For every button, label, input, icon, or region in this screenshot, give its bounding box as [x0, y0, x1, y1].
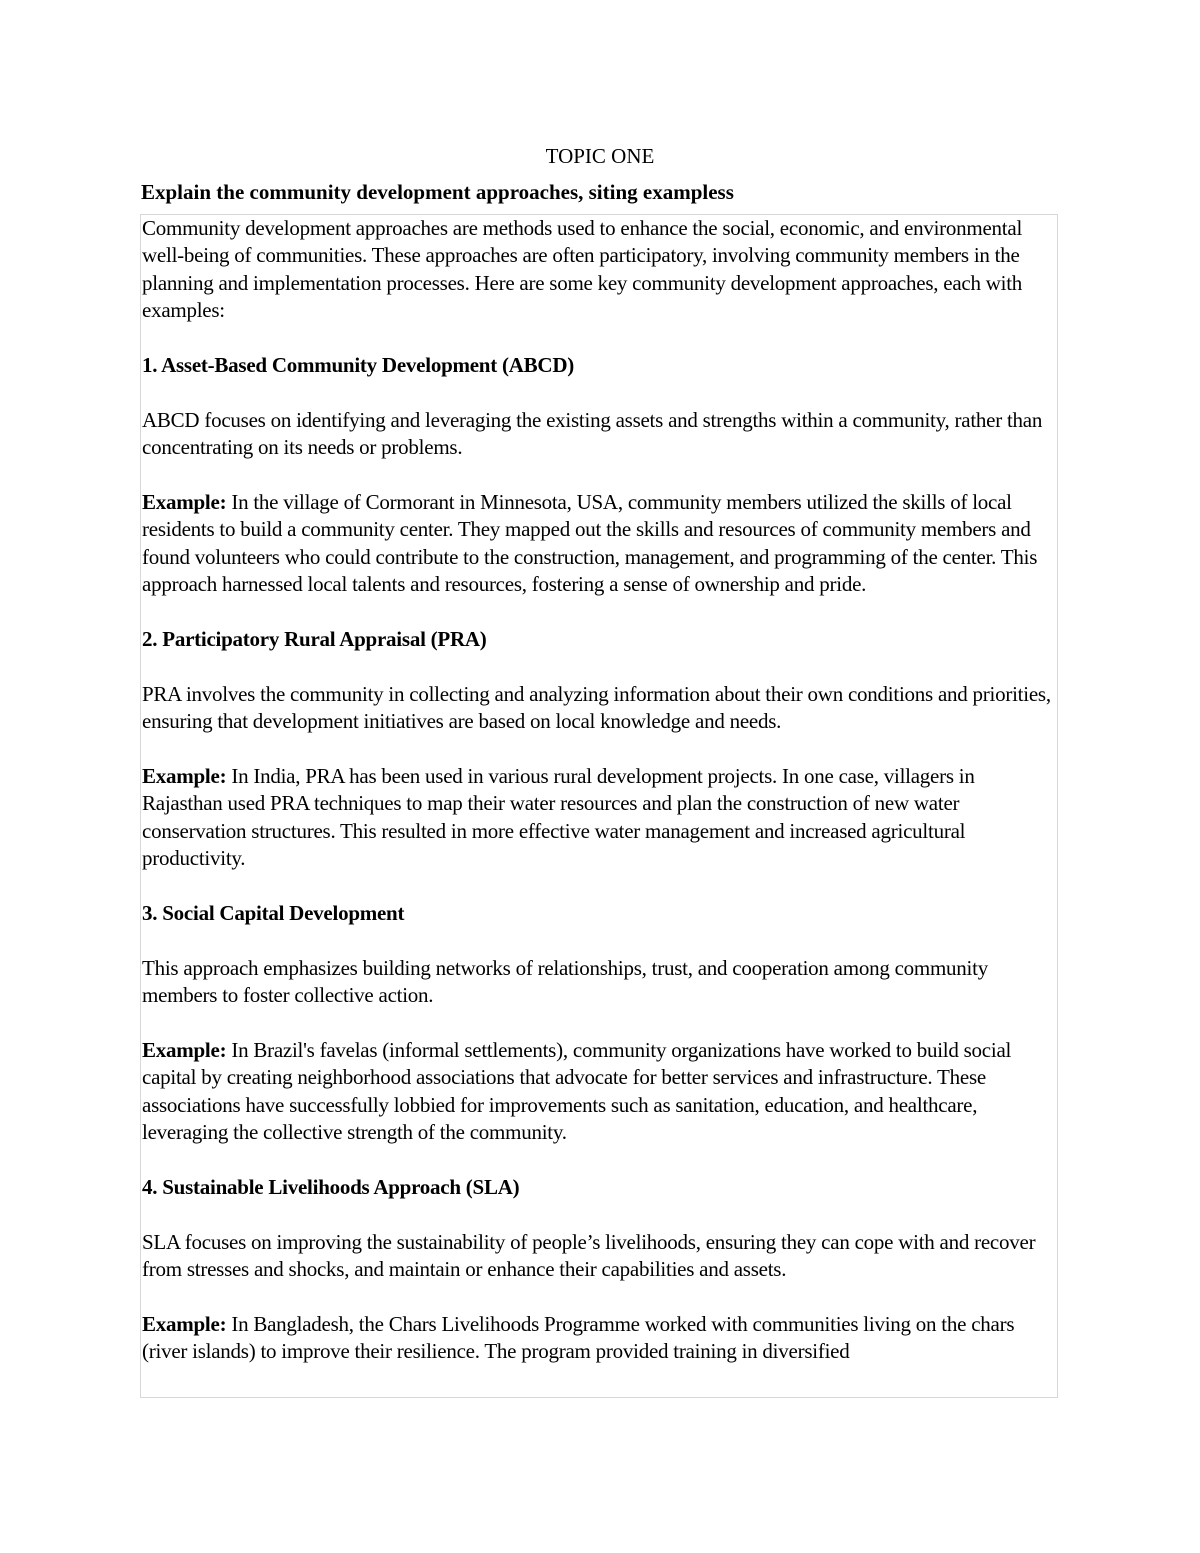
- example-label: Example:: [142, 1038, 227, 1063]
- section-heading-sla: 4. Sustainable Livelihoods Approach (SLA): [142, 1175, 520, 1200]
- section-heading-pra: 2. Participatory Rural Appraisal (PRA): [142, 627, 487, 652]
- section-description-abcd: ABCD focuses on identifying and leveraging the existing assets and strengths within a community, rather than concentrating on its needs or problems.: [142, 407, 1043, 460]
- example-text: In the village of Cormorant in Minnesota, USA, community members utilized the skills of local residents to build a community center. They mapped out the skills and resources of community members and found volunteers who could contribute to the construction, management, and programming of the center. This approach harnessed local talents and resources, fostering a sense of ownership and pride.: [142, 490, 1038, 597]
- answer-text-box[interactable]: [140, 214, 1058, 1398]
- example-label: Example:: [142, 764, 227, 789]
- section-heading-abcd: 1. Asset-Based Community Development (ABCD): [142, 353, 574, 378]
- example-text: In Brazil's favelas (informal settlements), community organizations have worked to build social capital by creating neighborhood associations that advocate for better services and infrastructure. These associations have successfully lobbied for improvements such as sanitation, education, and healthcare, leveraging the collective strength of the community.: [142, 1038, 1012, 1145]
- page-title: TOPIC ONE: [545, 144, 655, 168]
- question-heading: Explain the community development approaches, siting exampless: [141, 180, 734, 204]
- section-example-social-capital: [142, 1037, 1057, 1147]
- section-example-pra: [142, 763, 1057, 873]
- section-heading-social-capital: 3. Social Capital Development: [142, 901, 405, 926]
- example-text: In Bangladesh, the Chars Livelihoods Programme worked with communities living on the chars (river islands) to improve their resilience. The program provided training in diversified: [142, 1312, 1015, 1364]
- section-description-sla: SLA focuses on improving the sustainability of people’s livelihoods, ensuring they can cope with and recover from stresses and shocks, and maintain or enhance their capabilities and assets.: [142, 1229, 1036, 1282]
- section-example-abcd: [142, 489, 1057, 599]
- section-description-pra: PRA involves the community in collecting and analyzing information about their own conditions and priorities, ensuring that development initiatives are based on local knowledge and needs.: [142, 681, 1051, 734]
- example-text: In India, PRA has been used in various rural development projects. In one case, villagers in Rajasthan used PRA techniques to map their water resources and plan the construction of new water conservation structures. This resulted in more effective water management and increased agricultural productivity.: [142, 764, 975, 871]
- example-label: Example:: [142, 1312, 227, 1337]
- section-example-sla: [142, 1311, 1057, 1366]
- intro-paragraph: Community development approaches are methods used to enhance the social, economic, and environmental well-being of communities. These approaches are often participatory, involving community members in the planning and implementation processes. Here are some key community development approaches, each with examples:: [142, 216, 1023, 323]
- section-description-social-capital: This approach emphasizes building networks of relationships, trust, and cooperation among community members to foster collective action.: [142, 955, 988, 1008]
- example-label: Example:: [142, 490, 227, 515]
